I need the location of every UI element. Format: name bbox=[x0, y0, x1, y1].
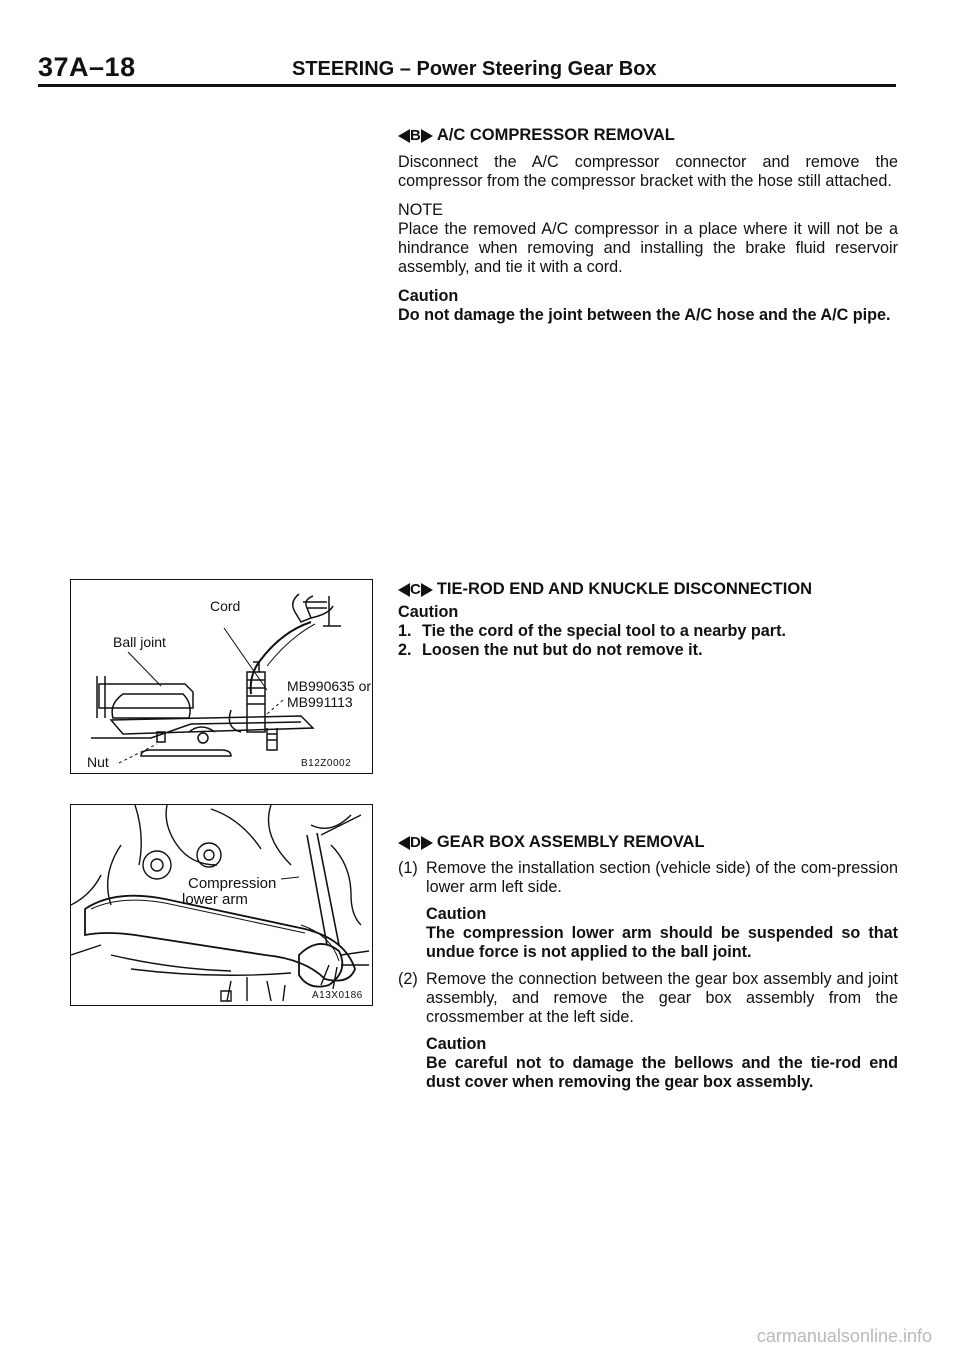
label-ball-joint: Ball joint bbox=[113, 634, 166, 650]
figure-code: A13X0186 bbox=[312, 990, 363, 1001]
label-cord: Cord bbox=[210, 598, 241, 614]
caution-label: Caution bbox=[398, 603, 459, 621]
label-tool-number-alt: MB991113 bbox=[287, 694, 353, 710]
page-number: 37A–18 bbox=[38, 52, 136, 82]
section-gear-box-removal bbox=[398, 833, 898, 1092]
heading-text: GEAR BOX ASSEMBLY REMOVAL bbox=[436, 833, 705, 851]
label-nut: Nut bbox=[87, 754, 109, 770]
caution-text: Do not damage the joint between the A/C hose and the A/C pipe. bbox=[398, 306, 891, 324]
procedure-step bbox=[398, 859, 898, 962]
step-number: (2) bbox=[398, 970, 418, 988]
service-point-mark: D bbox=[398, 833, 433, 852]
item-text: Loosen the nut but do not remove it. bbox=[422, 641, 703, 659]
label-lower-arm: lower arm bbox=[182, 891, 248, 908]
caution-label: Caution bbox=[398, 287, 459, 305]
note-label: NOTE bbox=[398, 201, 443, 219]
heading-text: A/C COMPRESSOR REMOVAL bbox=[436, 126, 675, 144]
caution-text: The compression lower arm should be suspended so that undue force is not applied to the ball joint. bbox=[426, 924, 898, 961]
page-title: STEERING – Power Steering Gear Box bbox=[292, 58, 657, 80]
caution-text: Be careful not to damage the bellows and the tie-rod end dust cover when removing the gear box assembly. bbox=[426, 1054, 898, 1091]
figure-ball-joint-tool bbox=[70, 579, 373, 774]
figure-code: B12Z0002 bbox=[301, 758, 352, 769]
list-item bbox=[398, 622, 898, 641]
section-heading bbox=[398, 126, 898, 145]
procedure-step bbox=[398, 970, 898, 1092]
section-ac-compressor-removal bbox=[398, 126, 898, 325]
label-compression: Compression bbox=[188, 875, 277, 892]
caution-label: Caution bbox=[426, 1035, 487, 1053]
watermark: carmanualsonline.info bbox=[756, 1326, 932, 1346]
page-header bbox=[38, 52, 896, 87]
heading-text: TIE-ROD END AND KNUCKLE DISCONNECTION bbox=[436, 580, 813, 598]
item-number: 1. bbox=[398, 622, 412, 640]
step-number: (1) bbox=[398, 859, 418, 877]
step-text: Remove the connection between the gear box assembly and joint assembly, and remove the gear box assembly from the crossmember at the left side. bbox=[426, 970, 898, 1026]
item-text: Tie the cord of the special tool to a nearby part. bbox=[422, 622, 786, 640]
note-text: Place the removed A/C compressor in a place where it will not be a hindrance when removing and installing the brake fluid reservoir assembly, and tie it with a cord. bbox=[398, 220, 898, 276]
section-tie-rod-end-disconnection bbox=[398, 580, 898, 660]
service-point-mark: C bbox=[398, 580, 433, 599]
item-number: 2. bbox=[398, 641, 412, 659]
paragraph: Disconnect the A/C compressor connector and remove the compressor from the compressor bracket with the hose still attached. bbox=[398, 153, 898, 190]
section-heading bbox=[398, 833, 898, 852]
service-point-mark: B bbox=[398, 126, 433, 145]
label-tool-number: MB990635 or bbox=[287, 678, 372, 694]
section-heading bbox=[398, 580, 898, 599]
caution-label: Caution bbox=[426, 905, 487, 923]
list-item bbox=[398, 641, 898, 660]
figure-compression-lower-arm bbox=[70, 804, 373, 1006]
step-text: Remove the installation section (vehicle side) of the com-pression lower arm left side. bbox=[426, 859, 898, 896]
